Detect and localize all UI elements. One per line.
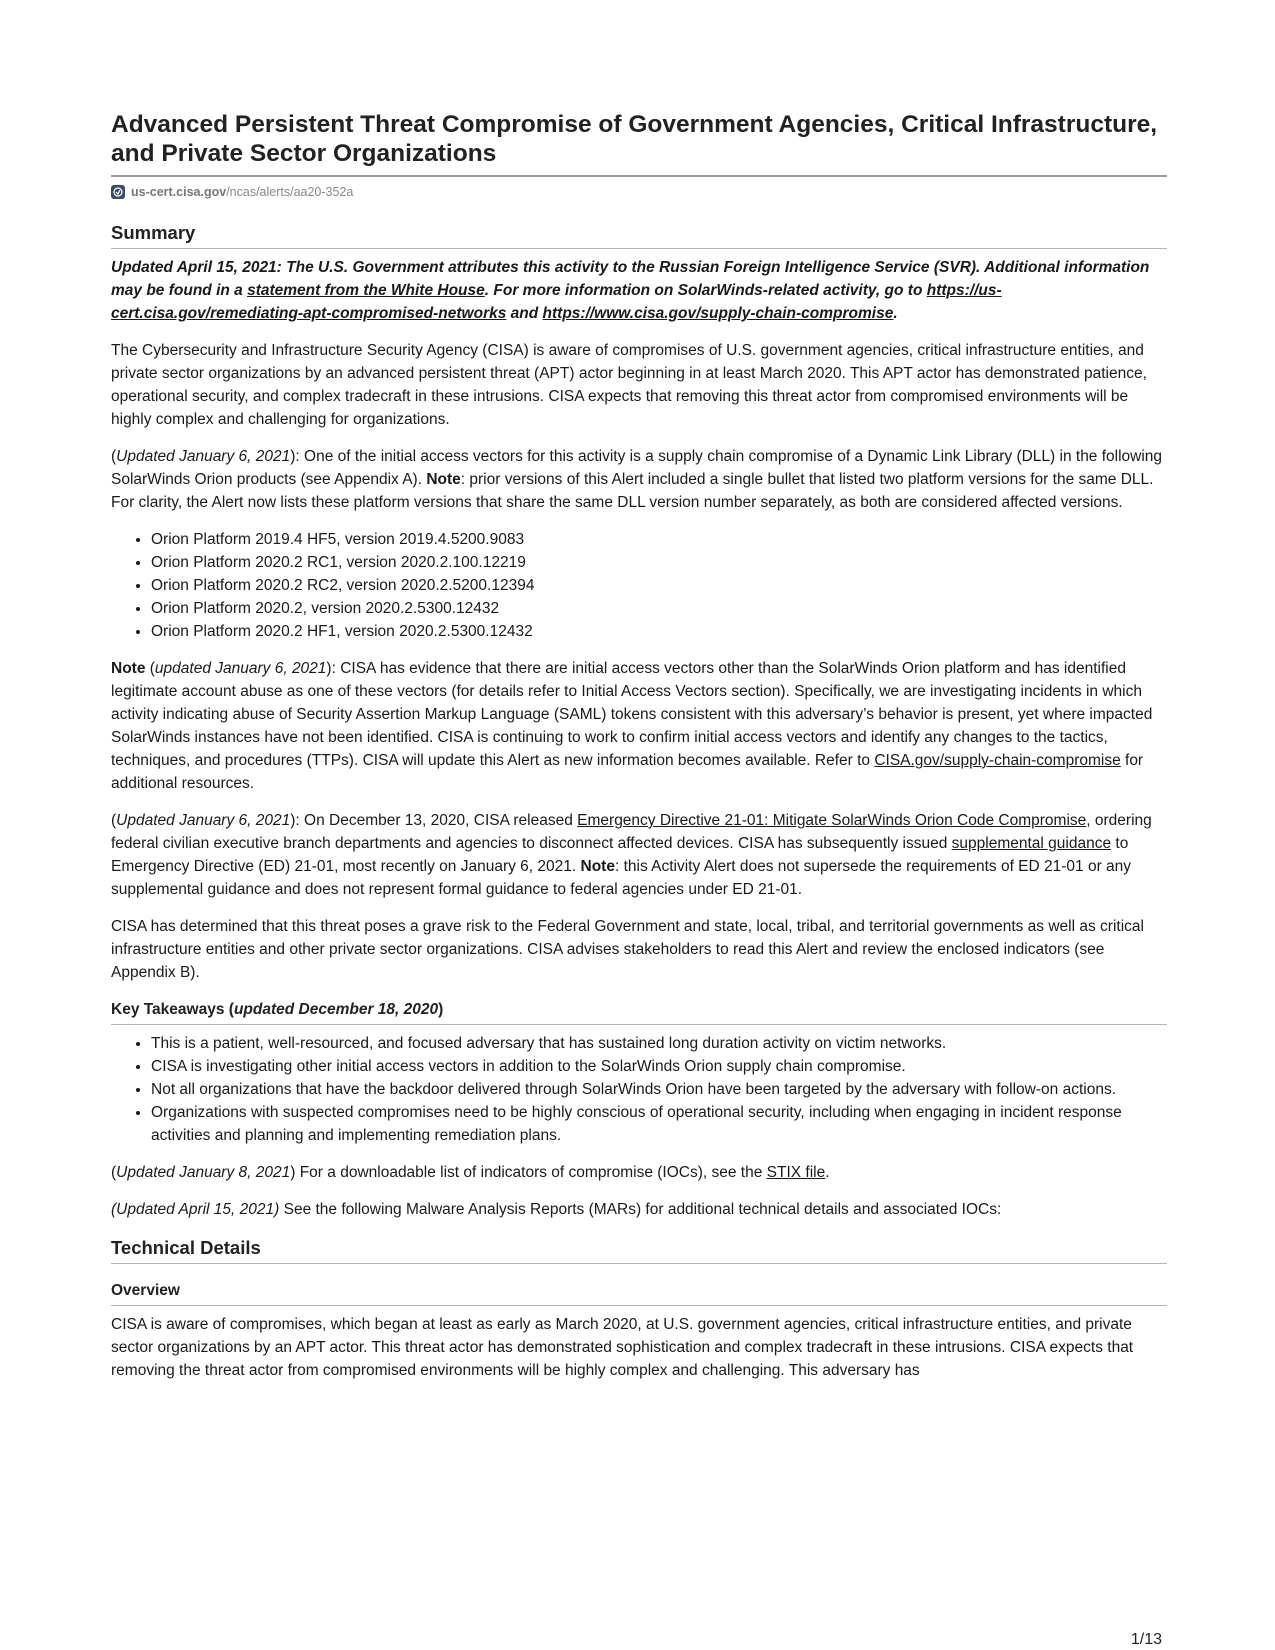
list-item: • Orion Platform 2020.2, version 2020.2.5300.12432 — [151, 597, 1167, 620]
remediating-link[interactable]: https://us-cert.cisa.gov/remediating-apt-compromised-networks — [111, 282, 1002, 322]
summary-paragraph-3: Note (updated January 6, 2021): CISA has evidence that there are initial access vectors other than the SolarWinds Orion platform and has identified legitimate account abuse as one of these vectors (for details refer to Initial Access Vectors section). Specifically, we are investigating incidents in which activity indicating abuse of Security Assertion Markup Language (SAML) tokens consistent with this adversary’s behavior is present, yet where impacted SolarWinds instances have not been identified. CISA is continuing to work to confirm initial access vectors and identify any changes to the tactics, techniques, and procedures (TTPs). CISA will update this Alert as new information becomes available. Refer to CISA.gov/supply-chain-compromise for additional resources. — [111, 660, 1153, 792]
white-house-link[interactable]: statement from the White House — [247, 282, 485, 299]
source-domain: us-cert.cisa.gov — [131, 185, 227, 199]
page-title: Advanced Persistent Threat Compromise of Government Agencies, Critical Infrastructure, and Private Sector Organizations — [111, 111, 1158, 167]
summary-paragraph-1: The Cybersecurity and Infrastructure Security Agency (CISA) is aware of compromises of U.S. government agencies, critical infrastructure entities, and private sector organizations by an advanced persistent threat (APT) actor beginning in at least March 2020. This APT actor has demonstrated patience, operational security, and complex tradecraft in these intrusions. CISA expects that removing this threat actor from compromised environments will be highly complex and challenging for organizations. — [111, 342, 1147, 428]
list-item: • CISA is investigating other initial access vectors in addition to the SolarWinds Orion supply chain compromise. — [151, 1055, 1167, 1078]
cisa-supply-chain-link[interactable]: CISA.gov/supply-chain-compromise — [874, 752, 1121, 769]
site-favicon-icon — [111, 185, 125, 199]
title-divider — [111, 175, 1167, 177]
summary-heading: Summary — [111, 222, 196, 243]
list-item: • Orion Platform 2020.2 RC1, version 2020.2.100.12219 — [151, 551, 1167, 574]
summary-paragraph-5: CISA has determined that this threat poses a grave risk to the Federal Government and state, local, tribal, and territorial governments as well as critical infrastructure entities and other private sector organizations. CISA advises stakeholders to read this Alert and review the enclosed indicators (see Appendix B). — [111, 918, 1144, 981]
list-item: • Orion Platform 2019.4 HF5, version 2019.4.5200.9083 — [151, 528, 1167, 551]
technical-details-heading: Technical Details — [111, 1237, 261, 1258]
affected-versions-list — [111, 528, 1167, 643]
list-item: • Orion Platform 2020.2 RC2, version 2020.2.5200.12394 — [151, 574, 1167, 597]
key-takeaways-list — [111, 1032, 1167, 1147]
list-item: • Not all organizations that have the backdoor delivered through SolarWinds Orion have been targeted by the adversary with follow-on actions. — [151, 1078, 1167, 1101]
document-page — [111, 110, 1167, 1382]
summary-paragraph-2: (Updated January 6, 2021): One of the initial access vectors for this activity is a supply chain compromise of a Dynamic Link Library (DLL) in the following SolarWinds Orion products (see Appendix A). Note: prior versions of this Alert included a single bullet that listed two platform versions for the same DLL. For clarity, the Alert now lists these platform versions that share the same DLL version number separately, as both are considered affected versions. — [111, 448, 1163, 511]
source-line — [111, 183, 1167, 201]
emergency-directive-link[interactable]: Emergency Directive 21-01: Mitigate SolarWinds Orion Code Compromise — [577, 812, 1087, 829]
overview-divider — [111, 1305, 1167, 1306]
summary-paragraph-4: (Updated January 6, 2021): On December 13, 2020, CISA released Emergency Directive 21-01: Mitigate SolarWinds Orion Code Compromise, ordering federal civilian executive branch departments and agencies to disconnect affected devices. CISA has subsequently issued supplemental guidance to Emergency Directive (ED) 21-01, most recently on January 6, 2021. Note: this Activity Alert does not supersede the requirements of ED 21-01 or any supplemental guidance and does not represent formal guidance to federal agencies under ED 21-01. — [111, 812, 1152, 898]
takeaways-divider — [111, 1024, 1167, 1025]
list-item: • Orion Platform 2020.2 HF1, version 2020.2.5300.12432 — [151, 620, 1167, 643]
source-link[interactable] — [131, 185, 353, 199]
stix-paragraph: (Updated January 8, 2021) For a downloadable list of indicators of compromise (IOCs), see the STIX file. — [111, 1164, 830, 1181]
source-path: /ncas/alerts/aa20-352a — [226, 185, 354, 199]
key-takeaways-heading: Key Takeaways (updated December 18, 2020) — [111, 1001, 444, 1018]
list-item: • This is a patient, well-resourced, and focused adversary that has sustained long duration activity on victim networks. — [151, 1032, 1167, 1055]
page-number: 1/13 — [1130, 1631, 1162, 1648]
overview-paragraph: CISA is aware of compromises, which began at least as early as March 2020, at U.S. government agencies, critical infrastructure entities, and private sector organizations by an APT actor. This threat actor has demonstrated sophistication and complex tradecraft in these intrusions. CISA expects that removing the threat actor from compromised environments will be highly complex and challenging. This adversary has — [111, 1316, 1134, 1379]
summary-divider — [111, 248, 1167, 249]
supply-chain-link[interactable]: https://www.cisa.gov/supply-chain-compromise — [542, 305, 894, 322]
supplemental-guidance-link[interactable]: supplemental guidance — [951, 835, 1112, 852]
mar-paragraph: (Updated April 15, 2021) See the following Malware Analysis Reports (MARs) for additional technical details and associated IOCs: — [111, 1201, 1002, 1218]
update-notice: Updated April 15, 2021: The U.S. Government attributes this activity to the Russian Foreign Intelligence Service (SVR). Additional information may be found in a statement from the White House. For more information on SolarWinds-related activity, go to https://us-cert.cisa.gov/remediating-apt-compromised-networks and https://www.cisa.gov/supply-chain-compromise. — [111, 259, 1150, 322]
stix-file-link[interactable]: STIX file — [766, 1164, 826, 1181]
technical-divider — [111, 1263, 1167, 1264]
overview-heading: Overview — [111, 1282, 180, 1299]
list-item: • Organizations with suspected compromises need to be highly conscious of operational security, including when engaging in incident response activities and planning and implementing remediation plans. — [151, 1101, 1167, 1147]
